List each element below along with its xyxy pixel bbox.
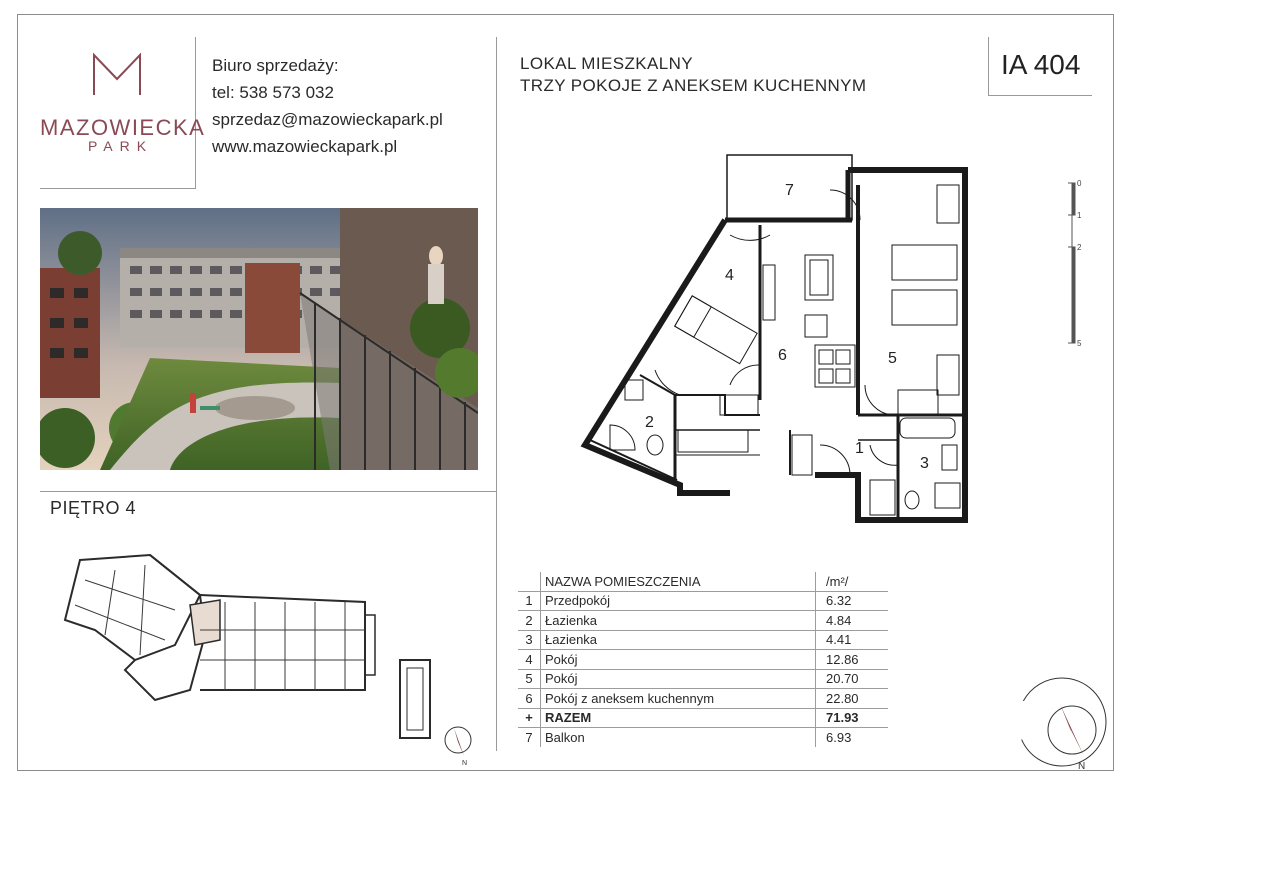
plan-label-room-3: 3	[920, 455, 929, 472]
table-row: 6 Pokój z aneksem kuchennym 22.80	[518, 689, 888, 709]
logo-brand: MAZOWIECKA	[40, 115, 206, 140]
table-row-balcony: 7 Balkon 6.93	[518, 728, 888, 747]
logo	[40, 37, 206, 189]
logo-monogram-icon	[40, 37, 195, 117]
unit-code-box	[988, 37, 1092, 96]
unit-code: IA 404	[1001, 49, 1081, 80]
floor-label: PIĘTRO 4	[50, 498, 137, 518]
compass-small-north-label: N	[462, 760, 468, 766]
scale-tick-2: 2	[1077, 243, 1082, 252]
contact-block	[212, 52, 443, 160]
table-header-name: NAZWA POMIESZCZENIA	[545, 573, 701, 589]
apartment-floor-plan	[580, 145, 970, 530]
logo-sub: PARK	[87, 138, 154, 154]
compass-rose-icon	[1012, 672, 1112, 772]
contact-heading: Biuro sprzedaży:	[212, 56, 339, 75]
table-row: 4 Pokój 12.86	[518, 650, 888, 670]
plan-label-room-1: 1	[855, 440, 864, 457]
plan-label-room-2: 2	[645, 414, 654, 431]
plan-label-room-6: 6	[778, 347, 787, 364]
scale-tick-0: 0	[1077, 179, 1082, 188]
table-header-area: /m²/	[816, 572, 889, 591]
floor-key-plan	[55, 550, 445, 745]
contact-phone[interactable]: tel: 538 573 032	[212, 83, 334, 102]
table-total-row: + RAZEM 71.93	[518, 708, 888, 728]
plan-label-room-7: 7	[785, 182, 794, 199]
compass-north-label: N	[1078, 761, 1086, 772]
table-row: 3 Łazienka 4.41	[518, 630, 888, 650]
room-area-table	[518, 572, 888, 747]
plan-label-room-5: 5	[888, 350, 897, 367]
unit-title	[520, 53, 866, 97]
unit-title-line2: TRZY POKOJE Z ANEKSEM KUCHENNYM	[520, 76, 867, 95]
scale-bar	[1060, 175, 1100, 350]
building-visualization-image	[40, 208, 478, 470]
table-row: 5 Pokój 20.70	[518, 669, 888, 689]
divider-vertical	[496, 37, 497, 751]
unit-title-line1: LOKAL MIESZKALNY	[520, 54, 693, 73]
scale-tick-1: 1	[1077, 211, 1082, 220]
table-header-row	[518, 572, 888, 591]
contact-website[interactable]: www.mazowieckapark.pl	[212, 137, 398, 156]
table-row: 1 Przedpokój 6.32	[518, 591, 888, 611]
compass-small-icon	[440, 722, 476, 766]
scale-tick-5: 5	[1077, 339, 1082, 348]
contact-email[interactable]: sprzedaz@mazowieckapark.pl	[212, 110, 443, 129]
divider-horizontal	[40, 491, 496, 492]
table-row: 2 Łazienka 4.84	[518, 611, 888, 631]
plan-label-room-4: 4	[725, 267, 734, 284]
